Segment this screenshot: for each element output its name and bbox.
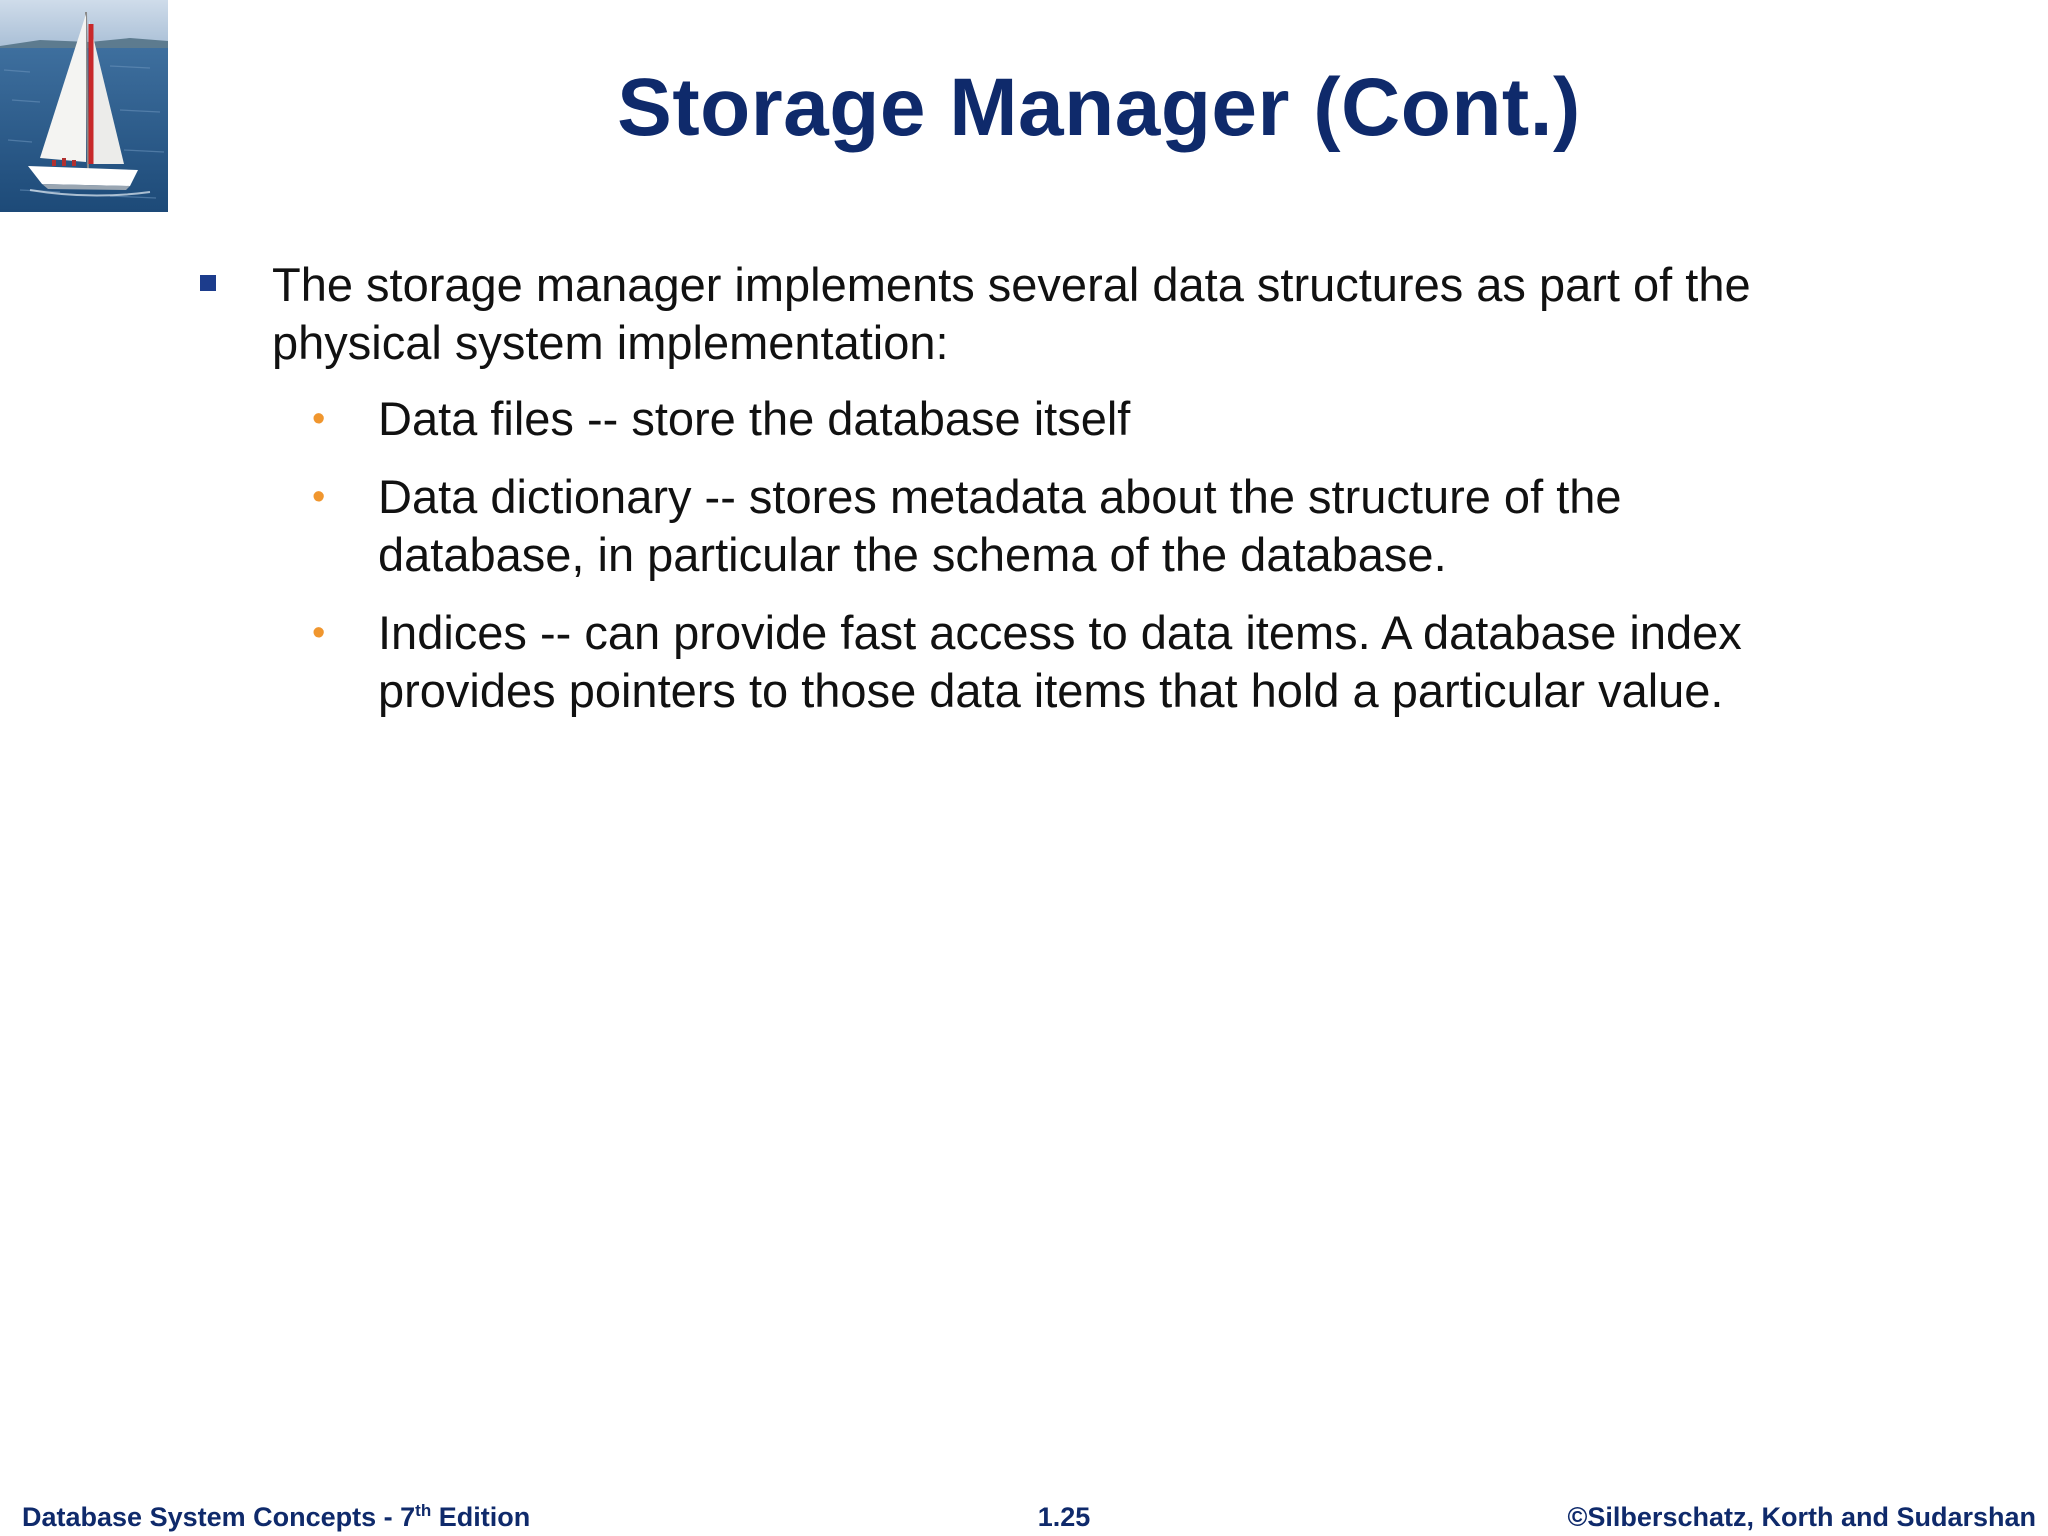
slide-title: Storage Manager (Cont.): [617, 62, 1581, 153]
sub-bullet-list: [196, 390, 1836, 720]
dot-bullet-icon: •: [312, 476, 326, 518]
slide-footer: [0, 1496, 2048, 1536]
footer-copyright: ©Silberschatz, Korth and Sudarshan: [1567, 1502, 2036, 1532]
sub-bullet-item: [288, 468, 1836, 584]
footer-book-prefix: Database System Concepts - 7: [22, 1502, 416, 1532]
sub-bullet-item: [288, 390, 1836, 448]
sub-bullet-text: Data dictionary -- stores metadata about the structure of the database, in particular the schema of the database.: [378, 470, 1622, 581]
dot-bullet-icon: •: [312, 612, 326, 654]
bullet-level1: [196, 256, 1836, 372]
bullet-level1-text: The storage manager implements several data structures as part of the physical system implementation:: [272, 258, 1751, 369]
square-bullet-icon: [200, 275, 216, 291]
sub-bullet-text: Indices -- can provide fast access to data items. A database index provides pointers to those data items that hold a particular value.: [378, 606, 1742, 717]
sub-bullet-item: [288, 604, 1836, 720]
slide-content: [196, 256, 1836, 740]
footer-page-number: 1.25: [1037, 1502, 1091, 1532]
footer-book-sup: th: [415, 1501, 432, 1520]
dot-bullet-icon: •: [312, 398, 326, 440]
footer-book-suffix: Edition: [431, 1502, 531, 1532]
sub-bullet-text: Data files -- store the database itself: [378, 392, 1131, 445]
